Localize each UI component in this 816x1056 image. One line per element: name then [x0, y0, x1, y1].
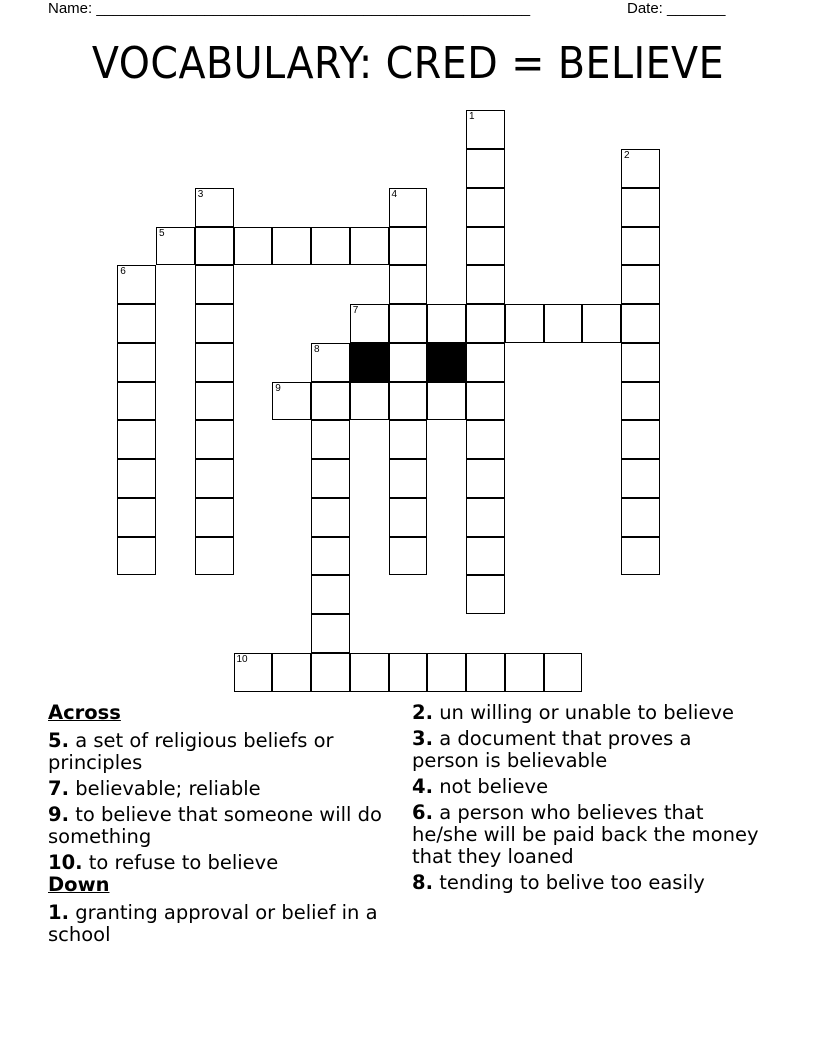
grid-cell[interactable]	[427, 382, 466, 421]
grid-cell[interactable]	[195, 304, 234, 343]
across-heading: Across	[48, 701, 121, 724]
clue-across-9: 9. to believe that someone will do something	[48, 803, 382, 848]
grid-cell[interactable]	[389, 343, 428, 382]
grid-cell[interactable]	[466, 537, 505, 576]
grid-cell[interactable]	[466, 653, 505, 692]
clue-down-2: 2. un willing or unable to believe	[412, 701, 734, 724]
grid-cell[interactable]	[117, 343, 156, 382]
clue-across-7: 7. believable; reliable	[48, 777, 261, 800]
clues-right-column	[412, 702, 762, 898]
grid-cell[interactable]	[389, 227, 428, 266]
grid-cell[interactable]	[311, 537, 350, 576]
clue-number: 3	[197, 188, 204, 200]
grid-cell[interactable]	[389, 304, 428, 343]
grid-cell[interactable]	[195, 382, 234, 421]
grid-cell[interactable]	[195, 343, 234, 382]
grid-cell[interactable]	[350, 304, 389, 343]
grid-cell[interactable]	[621, 343, 660, 382]
grid-cell[interactable]	[195, 459, 234, 498]
grid-cell[interactable]	[505, 304, 544, 343]
grid-cell[interactable]	[427, 653, 466, 692]
down-heading: Down	[48, 873, 110, 896]
clue-across-5: 5. a set of religious beliefs or principles	[48, 729, 334, 774]
grid-cell[interactable]	[621, 265, 660, 304]
grid-cell[interactable]	[466, 498, 505, 537]
grid-cell[interactable]	[311, 420, 350, 459]
grid-cell[interactable]	[389, 498, 428, 537]
grid-cell[interactable]	[117, 382, 156, 421]
grid-cell[interactable]	[389, 265, 428, 304]
grid-cell[interactable]	[311, 575, 350, 614]
clue-number: 5	[159, 227, 165, 239]
black-square	[427, 343, 466, 382]
grid-cell[interactable]	[350, 382, 389, 421]
grid-cell[interactable]	[234, 227, 273, 266]
grid-cell[interactable]	[466, 227, 505, 266]
grid-cell[interactable]	[117, 498, 156, 537]
clue-down-3: 3. a document that proves a person is believable	[412, 727, 692, 772]
clue-down-1: 1. granting approval or belief in a school	[48, 901, 378, 946]
grid-cell[interactable]	[117, 459, 156, 498]
grid-cell[interactable]	[466, 382, 505, 421]
grid-cell[interactable]	[544, 304, 583, 343]
grid-cell[interactable]	[621, 459, 660, 498]
grid-cell[interactable]	[117, 420, 156, 459]
grid-cell[interactable]	[621, 420, 660, 459]
clues-left-column	[48, 702, 398, 950]
grid-cell[interactable]	[117, 537, 156, 576]
grid-cell[interactable]	[272, 227, 311, 266]
grid-cell[interactable]	[466, 110, 505, 149]
grid-cell[interactable]	[311, 343, 350, 382]
clue-down-4: 4. not believe	[412, 775, 549, 798]
grid-cell[interactable]	[156, 227, 195, 266]
grid-cell[interactable]	[389, 420, 428, 459]
grid-cell[interactable]	[427, 304, 466, 343]
grid-cell[interactable]	[621, 498, 660, 537]
grid-cell[interactable]	[195, 227, 234, 266]
grid-cell[interactable]	[389, 382, 428, 421]
grid-cell[interactable]	[389, 188, 428, 227]
grid-cell[interactable]	[311, 498, 350, 537]
grid-cell[interactable]	[350, 653, 389, 692]
grid-cell[interactable]	[466, 188, 505, 227]
grid-cell[interactable]	[466, 149, 505, 188]
grid-cell[interactable]	[505, 653, 544, 692]
page-title: VOCABULARY: CRED = BELIEVE	[91, 38, 725, 89]
grid-cell[interactable]	[621, 149, 660, 188]
clue-number: 8	[314, 343, 320, 355]
grid-cell[interactable]	[117, 304, 156, 343]
grid-cell[interactable]	[311, 653, 350, 692]
grid-cell[interactable]	[272, 653, 311, 692]
grid-cell[interactable]	[544, 653, 583, 692]
clue-number: 6	[120, 266, 126, 278]
black-square	[350, 343, 389, 382]
grid-cell[interactable]	[350, 227, 389, 266]
date-field[interactable]: Date: _______	[627, 0, 726, 17]
clue-across-10: 10. to refuse to believe	[48, 851, 279, 874]
grid-cell[interactable]	[621, 227, 660, 266]
grid-cell[interactable]	[621, 304, 660, 343]
grid-cell[interactable]	[311, 382, 350, 421]
grid-cell[interactable]	[117, 265, 156, 304]
grid-cell[interactable]	[389, 459, 428, 498]
grid-cell[interactable]	[466, 343, 505, 382]
grid-cell[interactable]	[234, 653, 273, 692]
grid-cell[interactable]	[389, 537, 428, 576]
grid-cell[interactable]	[195, 188, 234, 227]
grid-cell[interactable]	[466, 575, 505, 614]
clue-number: 9	[275, 382, 281, 394]
grid-cell[interactable]	[272, 382, 311, 421]
grid-cell[interactable]	[466, 304, 505, 343]
grid-cell[interactable]	[311, 614, 350, 653]
grid-cell[interactable]	[466, 459, 505, 498]
clue-down-6: 6. a person who believes that he/she will be paid back the money that they loaned	[412, 801, 759, 868]
grid-cell[interactable]	[195, 498, 234, 537]
grid-cell[interactable]	[311, 227, 350, 266]
grid-cell[interactable]	[582, 304, 621, 343]
grid-cell[interactable]	[311, 459, 350, 498]
grid-cell[interactable]	[195, 265, 234, 304]
clue-number: 4	[391, 188, 398, 200]
grid-cell[interactable]	[195, 420, 234, 459]
grid-cell[interactable]	[621, 188, 660, 227]
clue-number: 2	[624, 150, 630, 161]
clue-number: 10	[236, 653, 248, 665]
clue-number: 1	[469, 111, 475, 123]
clue-down-8: 8. tending to belive too easily	[412, 871, 705, 894]
grid-cell[interactable]	[466, 420, 505, 459]
grid-cell[interactable]	[621, 537, 660, 576]
grid-cell[interactable]	[389, 653, 428, 692]
clue-number: 7	[352, 305, 359, 316]
grid-cell[interactable]	[466, 265, 505, 304]
name-field[interactable]: Name: ____________________________________________________	[48, 0, 531, 17]
grid-cell[interactable]	[195, 537, 234, 576]
grid-cell[interactable]	[621, 382, 660, 421]
